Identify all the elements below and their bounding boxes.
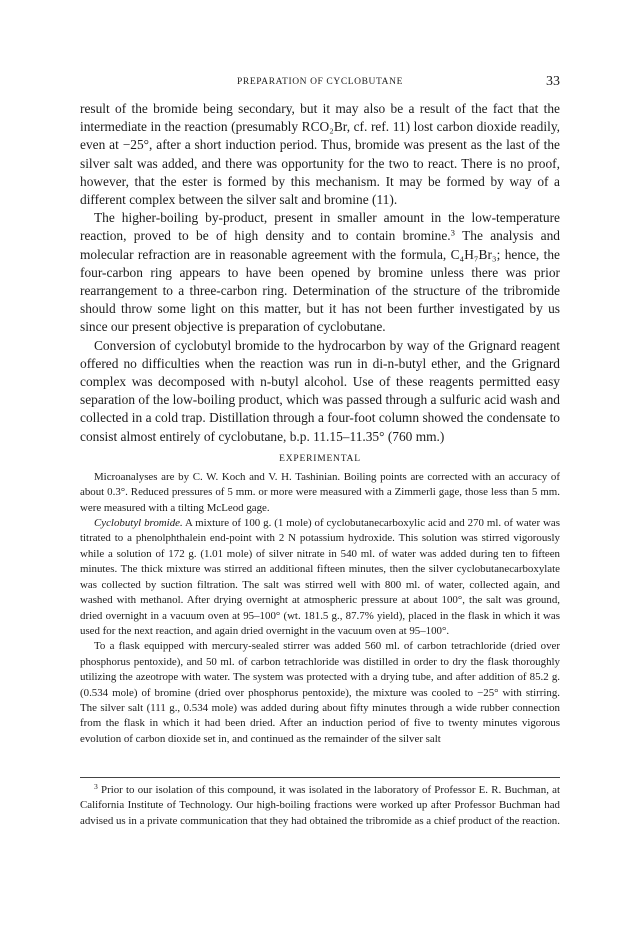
paragraph-grignard: Conversion of cyclobutyl bromide to the hydrocarbon by way of the Grignard reagent offered no difficulties when the reaction was run in di-n-butyl ether, and the Grignard complex was decomposed with n-butyl alcohol. Use of these reagents permitted easy separation of the low-boiling product, which was passed through a sulfuric acid wash and collected in a cold trap. Distillation through a four-foot column showed the condensate to consist almost entirely of cyclobutane, b.p. 11.15–11.35° (760 mm.) [80,337,560,444]
paragraph-cyclobutyl-bromide [80,516,560,639]
running-head [80,76,560,92]
footnote-reference: 3 [450,228,455,239]
experimental-section [80,470,560,747]
cyclobutyl-bromide-text: A mixture of 100 g. (1 mole) of cyclobutanecarboxylic acid and 270 ml. of water was titrated to a phenolphthalein end-point with 2 N potassium hydroxide. This solution was stirred vigorously while a solution of 172 g. (1.01 mole) of silver nitrate in 540 ml. of water was added during ten to fifteen minutes. The thick mixture was stirred an additional fifteen minutes, then the silver cyclobutanecarboxylate was collected by suction filtration. The salt was stirred well with 800 ml. of water, collected again, and washed with methanol. After drying overnight at atmospheric pressure at about 100°, the salt was ground, dried overnight in a vacuum oven at 95–100° (wt. 181.5 g., 87.7% yield), placed in the flask in which it was used for the next reaction, and again dried overnight in the vacuum oven at 95–100°. [80,517,560,637]
footnote [80,783,560,829]
run-in-heading: Cyclobutyl bromide. [94,517,183,530]
footnote-divider [80,777,560,778]
paragraph-flask-procedure: To a flask equipped with mercury-sealed stirrer was added 560 ml. of carbon tetrachloride (dried over phosphorus pentoxide), and 50 ml. of carbon tetrachloride was distilled in order to dry the flask thoroughly utilizing the azeotrope with water. The system was protected with a drying tube, and after addition of 85.2 g. (0.534 mole) of bromine (dried over phosphorus pentoxide), the mixture was cooled to −25° with stirring. The silver salt (111 g., 0.534 mole) was added during about fifty minutes through a wide rubber connection from the flask in which it had been dried. After an induction period of five to twenty minutes vigorous evolution of carbon dioxide set in, and continued as the remainder of the silver salt [80,640,560,745]
running-title: PREPARATION OF CYCLOBUTANE [237,77,403,87]
footnote-text-paragraph [80,783,560,829]
body-text [80,100,560,747]
paragraph-bromide-discussion: result of the bromide being secondary, but it may also be a result of the fact that the intermediate in the reaction (presumably RCO₂Br, cf. ref. 11) lost carbon dioxide readily, even at −25°, after a short induction period. Thus, bromide was present as the last of the silver salt was added, and there was opportunity for the two to react. There is no proof, however, that the ester is formed by this mechanism. It may be formed by way of a different complex between the silver salt and bromine (11). [80,101,560,208]
footnote-text: Prior to our isolation of this compound, it was isolated in the laboratory of Professor E. R. Buchman, at California Institute of Technology. Our high-boiling fractions were worked up after Professor Buchman had advised us in a private communication that they had obtained the tribromide as a chief product of the reaction. [80,784,560,827]
by-product-text-continued: The analysis and molecular refraction are in reasonable agreement with the formula, C₄H₇Br₃; hence, the four-carbon ring appears to have been opened by bromine unless there was prior rearrangement to a three-carbon ring. Determination of the structure of the tribromide should throw some light on this matter, but it has not been further investigated by us since our present objective is preparation of cyclobutane. [80,228,560,335]
paragraph-by-product [80,209,560,336]
by-product-text: The higher-boiling by-product, present in smaller amount in the low-temperature reaction, proved to be of high density and to contain bromine. [80,210,560,244]
page-number: 33 [546,74,560,89]
footnote-mark: 3 [94,782,98,792]
paragraph-microanalyses: Microanalyses are by C. W. Koch and V. H. Tashinian. Boiling points are corrected with an accuracy of about 0.3°. Reduced pressures of 5 mm. or more were measured with a Zimmerli gage, those less than 5 mm. were measured with a tilting McLeod gage. [80,470,560,514]
section-heading-experimental: EXPERIMENTAL [279,453,361,464]
